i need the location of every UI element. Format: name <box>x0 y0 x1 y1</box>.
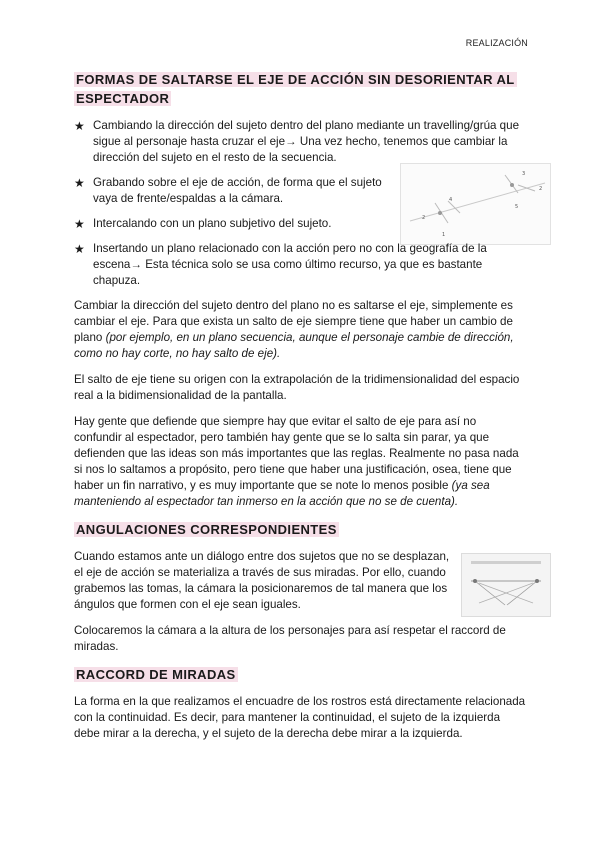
list-item: ★ Insertando un plano relacionado con la acción pero no con la geografía de la escena→ Esta técnica solo se usa como último recurso, ya que es bastante chapuza. <box>74 242 487 287</box>
list-item: ★ Grabando sobre el eje de acción, de forma que el sujeto vaya de frente/espaldas a la cámara. <box>74 176 382 205</box>
section-title-angles: ANGULACIONES CORRESPONDIENTES <box>76 522 337 537</box>
section-heading <box>74 70 526 108</box>
page-header: REALIZACIÓN <box>465 38 528 48</box>
section-heading <box>74 520 526 539</box>
paragraph: El salto de eje tiene su origen con la extrapolación de la tridimensionalidad del espacio real a la bidimensionalidad de la pantalla. <box>74 373 520 402</box>
list-item: ★ Intercalando con un plano subjetivo del sujeto. <box>74 217 332 231</box>
diagram-label: 2 <box>539 186 543 192</box>
diagram-label: 1 <box>442 232 446 238</box>
document-body <box>74 70 526 752</box>
diagram-label: 4 <box>449 197 453 203</box>
section-title-axis: FORMAS DE SALTARSE EL EJE DE ACCIÓN SIN DESORIENTAR AL ESPECTADOR <box>76 72 515 106</box>
svg-text:2: 2 <box>422 215 426 221</box>
star-bullet-icon: ★ <box>74 242 85 256</box>
star-bullet-icon: ★ <box>74 176 85 190</box>
diagram-label: 3 <box>522 171 526 177</box>
paragraph: Cambiar la dirección del sujeto dentro del plano no es saltarse el eje, simplemente es cambiar el eje. Para que exista un salto de eje siempre tiene que haber un cambio de plano (por ejemplo, en un plano secuencia, aunque el personaje cambie de dirección, como no hay corte, no hay salto de eje). <box>74 299 514 360</box>
star-bullet-icon: ★ <box>74 119 85 133</box>
paragraph: Colocaremos la cámara a la altura de los personajes para así respetar el raccord de miradas. <box>74 624 506 653</box>
star-bullet-icon: ★ <box>74 217 85 231</box>
techniques-list <box>74 118 526 289</box>
paragraph: Hay gente que defiende que siempre hay que evitar el salto de eje para así no confundir al espectador, pero también hay gente que se lo salta sin parar, ya que defienden que las ideas son más importantes que las reglas. Realmente no pasa nada si nos lo saltamos a propósito, pero tiene que haber una justificación, osea, tiene que haber un fin narrativo, y es muy importante que se note lo menos posible (ya sea manteniendo al espectador tan inmerso en la acción que no se de cuenta). <box>74 415 519 508</box>
paragraph: Cuando estamos ante un diálogo entre dos sujetos que no se desplazan, el eje de acción se materializa a través de sus miradas. Por ello, cuando grabemos las tomas, la cámara la posicionaremos de tal manera que los ángulos que formen con el eje sean iguales. <box>74 550 450 611</box>
paragraph: La forma en la que realizamos el encuadre de los rostros está directamente relacionada con la continuidad. Es decir, para mantener la continuidad, el sujeto de la izquierda debe mirar a la derecha, y el sujeto de la derecha debe mirar a la izquierda. <box>74 695 526 740</box>
section-title-gaze: RACCORD DE MIRADAS <box>76 667 236 682</box>
diagram-label: 5 <box>515 204 519 210</box>
section-heading <box>74 665 526 684</box>
list-item: ★ Cambiando la dirección del sujeto dentro del plano mediante un travelling/grúa que sigue al personaje hasta cruzar el eje→ Una vez hecho, tenemos que cambiar la dirección del sujeto en el resto de la secuencia. <box>74 119 520 164</box>
